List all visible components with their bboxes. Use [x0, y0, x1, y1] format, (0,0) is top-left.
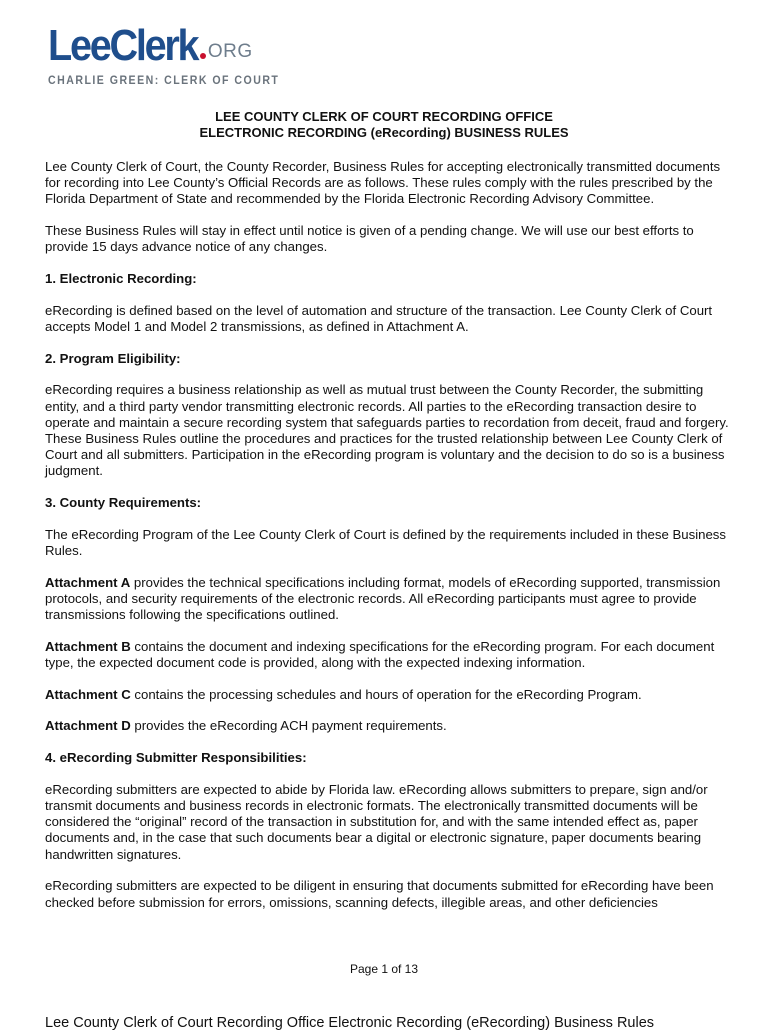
- attachment-c-text: contains the processing schedules and hours of operation for the eRecording Program.: [130, 686, 642, 702]
- section-4-heading: 4. eRecording Submitter Responsibilities:: [45, 750, 307, 766]
- next-page-header-text: Lee County Clerk of Court Recording Office Electronic Recording (eRecording) Business Rules: [45, 1015, 655, 1031]
- section-2-paragraph: eRecording requires a business relationship as well as mutual trust between the County Recorder, the submitting entity, and a third party vendor transmitting electronic records. All parties to the eRecording transaction desire to operate and maintain a secure recording system that safeguards parties to recordation from deceit, fraud and forgery. These Business Rules outline the procedures and practices for the trusted relationship between Lee County Clerk of Court and all submitters. Participation in the eRecording program is voluntary and the decision to do so is a business judgment.: [45, 382, 729, 479]
- attachment-a-text: provides the technical specifications including format, models of eRecording supported, transmission protocols, and security requirements of the electronic records. All eRecording participants must agree to provide transmissions following the specifications outlined.: [45, 574, 721, 623]
- attachment-d-text: provides the eRecording ACH payment requirements.: [130, 718, 447, 734]
- logo-wordmark: [48, 22, 299, 68]
- attachment-b-text: contains the document and indexing specifications for the eRecording program. For each document type, the expected document code is provided, along with the expected indexing information.: [45, 638, 715, 670]
- section-1-paragraph: eRecording is defined based on the level of automation and structure of the transaction. Lee County Clerk of Court accepts Model 1 and Model 2 transmissions, as defined in Attachment A.: [45, 302, 713, 334]
- intro-paragraph-1: Lee County Clerk of Court, the County Recorder, Business Rules for accepting electronically transmitted documents for recording into Lee County’s Official Records are as follows. These rules comply with the rules prescribed by the Florida Department of State and recommended by the Florida Electronic Recording Advisory Committee.: [45, 159, 721, 207]
- leeclerk-logo: [48, 22, 299, 87]
- attachment-d-paragraph: [45, 718, 735, 734]
- section-3-paragraph: The eRecording Program of the Lee County Clerk of Court is defined by the requirements included in these Business Rules.: [45, 526, 726, 558]
- attachment-a-label: Attachment A: [45, 574, 131, 590]
- section-2-heading: [45, 351, 735, 367]
- document-title-line2: ELECTRONIC RECORDING (eRecording) BUSINESS RULES: [199, 125, 569, 140]
- section-3-heading: 3. County Requirements:: [45, 495, 202, 511]
- document-body: [45, 159, 735, 926]
- section-4-paragraph-1: eRecording submitters are expected to abide by Florida law. eRecording allows submitters to prepare, sign and/or transmit documents and business records in electronic formats. The electronically transmitted documents will be considered the “original” record of the transaction in substitution for, and with the same intended effect as, paper documents and, in the case that such documents bear a digital or electronic signature, paper documents bearing handwritten signatures.: [45, 781, 708, 862]
- attachment-c-paragraph: [45, 687, 735, 703]
- logo-dot-icon: [200, 53, 206, 59]
- attachment-d-label: Attachment D: [45, 718, 131, 734]
- section-2-number: 2: [45, 350, 53, 366]
- section-4-paragraph-2: eRecording submitters are expected to be diligent in ensuring that documents submitted for eRecording have been checked before submission for errors, omissions, scanning defects, illegible areas, and other deficiencies: [45, 878, 714, 910]
- section-2-title: . Program Eligibility:: [52, 350, 181, 366]
- logo-suffix: ORG: [207, 41, 253, 62]
- section-1-heading: 1. Electronic Recording:: [45, 271, 197, 287]
- attachment-a-paragraph: [45, 575, 735, 624]
- attachment-b-paragraph: [45, 639, 735, 671]
- logo-text: LeeClerk: [48, 21, 198, 70]
- document-title-line1: LEE COUNTY CLERK OF COURT RECORDING OFFICE: [215, 109, 553, 124]
- page-number: Page 1 of 13: [349, 962, 419, 976]
- logo-tagline: CHARLIE GREEN: CLERK OF COURT: [48, 75, 280, 87]
- intro-paragraph-2: These Business Rules will stay in effect until notice is given of a pending change. We will use our best efforts to provide 15 days advance notice of any changes.: [45, 223, 694, 255]
- attachment-b-label: Attachment B: [45, 638, 131, 654]
- attachment-c-label: Attachment C: [45, 686, 131, 702]
